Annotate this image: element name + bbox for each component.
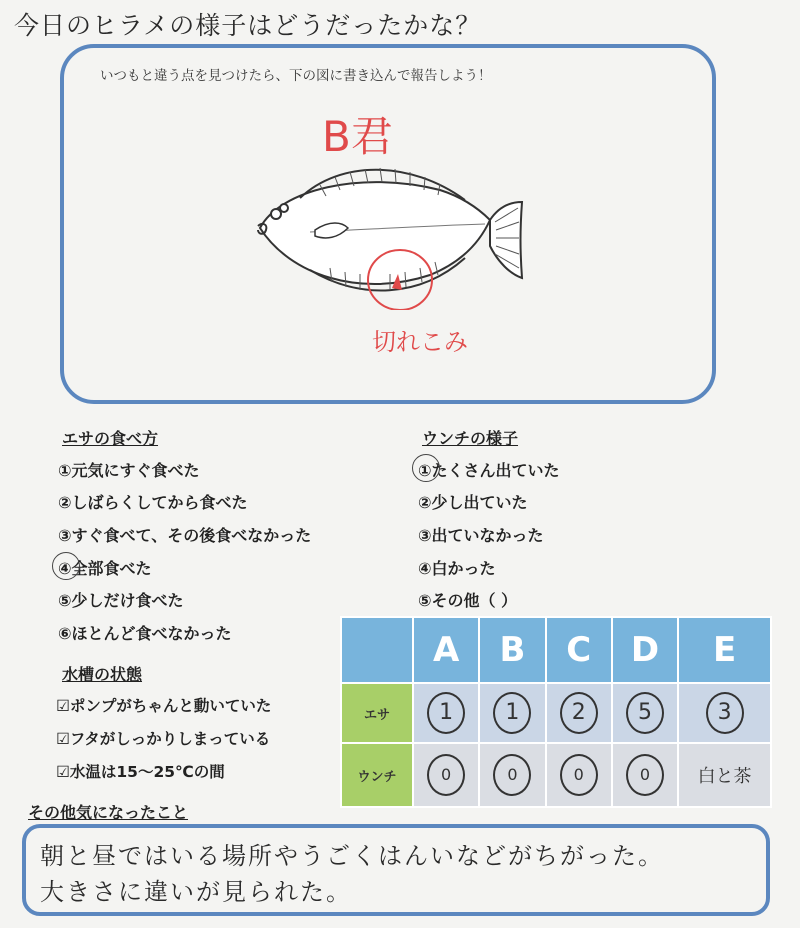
cell-value: 0 [427,754,465,796]
table-cell [612,683,678,743]
name-label: B君 [322,112,393,161]
annotation-label: 切れこみ [372,328,468,356]
cell-value: 0 [493,754,531,796]
instruction-text: いつもと違う点を見つけたら、下の図に書き込んで報告しよう！ [100,68,492,84]
column-header: C [546,617,612,683]
cell-value: 0 [560,754,598,796]
cell-value: 1 [493,692,531,734]
feeding-option-4: ④全部食べた [58,559,152,578]
flounder-drawing [240,150,540,310]
feeding-option-2: ②しばらくしてから食べた [58,493,248,512]
row-label-feces: ウンチ [341,743,413,807]
table-corner [341,617,413,683]
column-header: D [612,617,678,683]
table-cell [479,743,545,807]
table-cell [678,743,771,807]
table-cell [479,683,545,743]
cell-value: 白と茶 [697,766,752,787]
column-header: A [413,617,479,683]
feeding-option-5: ⑤少しだけ食べた [58,591,184,610]
table-cell [413,683,479,743]
cell-value: 2 [560,692,598,734]
feeding-option-6: ⑥ほとんど食べなかった [58,624,232,643]
results-table [340,616,772,808]
feeding-option-3: ③すぐ食べて、その後食べなかった [58,526,312,545]
table-cell [678,683,771,743]
cell-value: 5 [626,692,664,734]
table-cell [612,743,678,807]
feeding-heading: エサの食べ方 [62,429,159,448]
table-cell [546,743,612,807]
cell-value: 0 [626,754,664,796]
feces-option-3: ③出ていなかった [418,526,544,545]
column-header: B [479,617,545,683]
tank-item-1: ☑ポンプがちゃんと動いていた [56,697,272,715]
other-heading: その他気になったこと [28,803,189,822]
feces-heading: ウンチの様子 [422,429,519,448]
cell-value: 1 [427,692,465,734]
feces-option-5: ⑤その他（ ） [418,591,518,610]
feces-option-1: ①たくさん出ていた [418,461,560,480]
cell-value: 3 [706,692,744,734]
table-cell [546,683,612,743]
feces-option-2: ②少し出ていた [418,493,528,512]
tank-heading: 水槽の状態 [62,665,143,684]
page-title: 今日のヒラメの様子はどうだったかな？ [14,11,482,40]
note-line-1: 朝と昼ではいる場所やうごくはんいなどがちがった。 [40,842,664,870]
feeding-option-1: ①元気にすぐ食べた [58,461,200,480]
selection-circle [412,454,440,482]
tank-item-3: ☑水温は15～25℃の間 [56,763,225,781]
selection-circle [52,552,80,580]
note-line-2: 大きさに違いが見られた。 [40,878,352,906]
tank-item-2: ☑フタがしっかりしまっている [56,730,271,748]
column-header: E [678,617,771,683]
feces-option-4: ④白かった [418,559,496,578]
table-cell [413,743,479,807]
row-label-food: エサ [341,683,413,743]
